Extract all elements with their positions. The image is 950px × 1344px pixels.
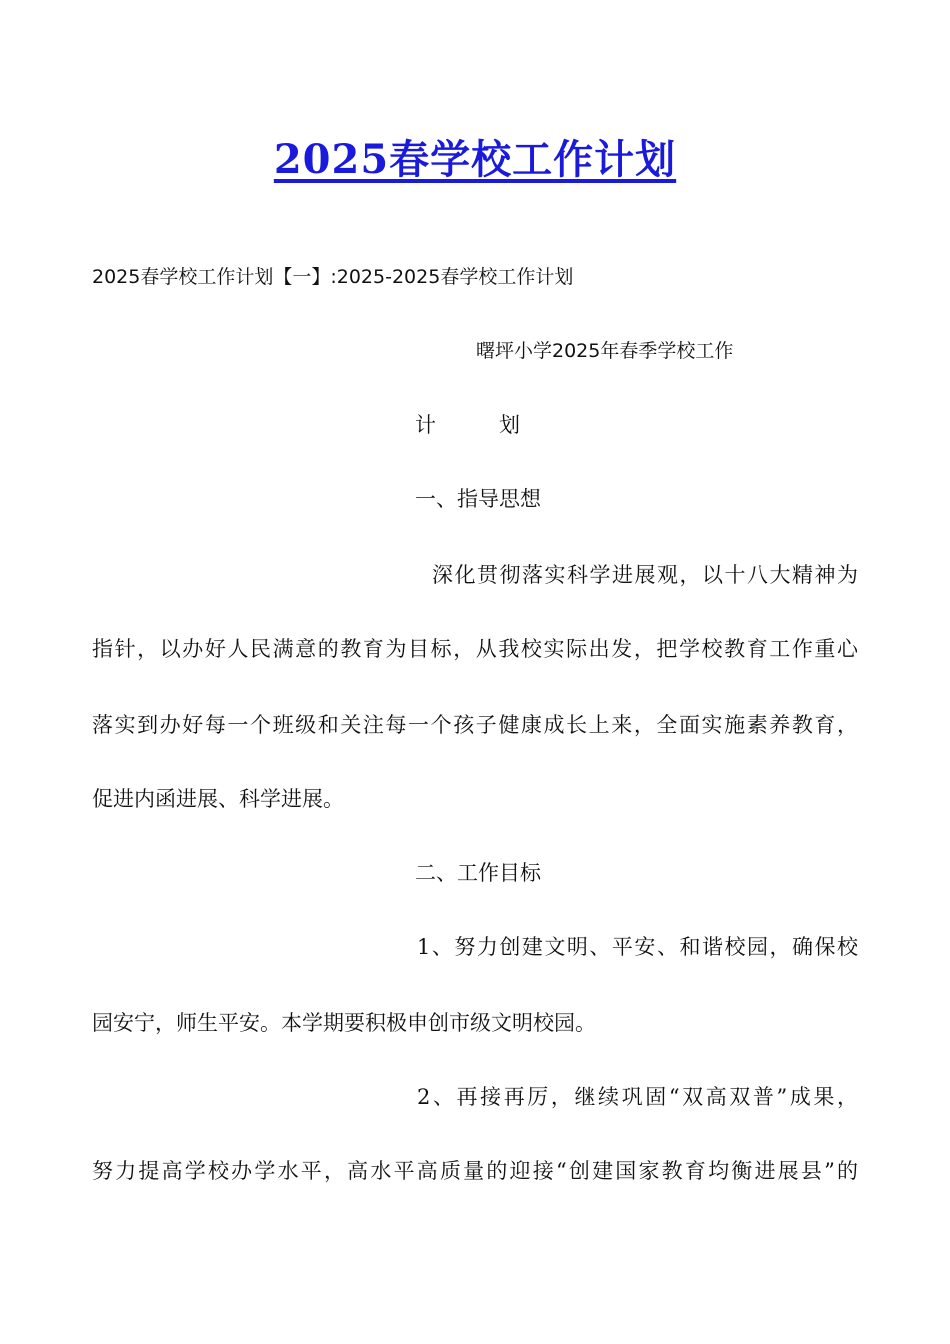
paragraph-line: 园安宁，师生平安。本学期要积极申创市级文明校园。 [92,1011,596,1035]
school-plan-heading: 曙坪小学2025年春季学校工作 [476,340,734,362]
paragraph-line: 促进内函进展、科学进展。 [92,787,344,811]
paragraph-line: 指针，以办好人民满意的教育为目标，从我校实际出发，把学校教育工作重心 [92,637,858,661]
plan-heading: 计 划 [415,413,520,437]
paragraph-line: 1、努力创建文明、平安、和谐校园，确保校 [417,935,858,959]
section-heading: 2025春学校工作计划【一】:2025-2025春学校工作计划 [92,266,574,288]
paragraph-line: 2、再接再厉，继续巩固“双高双普”成果， [417,1085,858,1109]
paragraph-line: 深化贯彻落实科学进展观，以十八大精神为 [432,563,858,587]
heading-guiding-thought: 一、指导思想 [415,487,541,511]
paragraph-line: 落实到办好每一个班级和关注每一个孩子健康成长上来，全面实施素养教育， [92,713,858,737]
heading-work-goals: 二、工作目标 [415,861,541,885]
document-title[interactable]: 2025春学校工作计划 [273,136,677,183]
paragraph-line: 努力提高学校办学水平，高水平高质量的迎接“创建国家教育均衡进展县”的 [92,1159,858,1183]
